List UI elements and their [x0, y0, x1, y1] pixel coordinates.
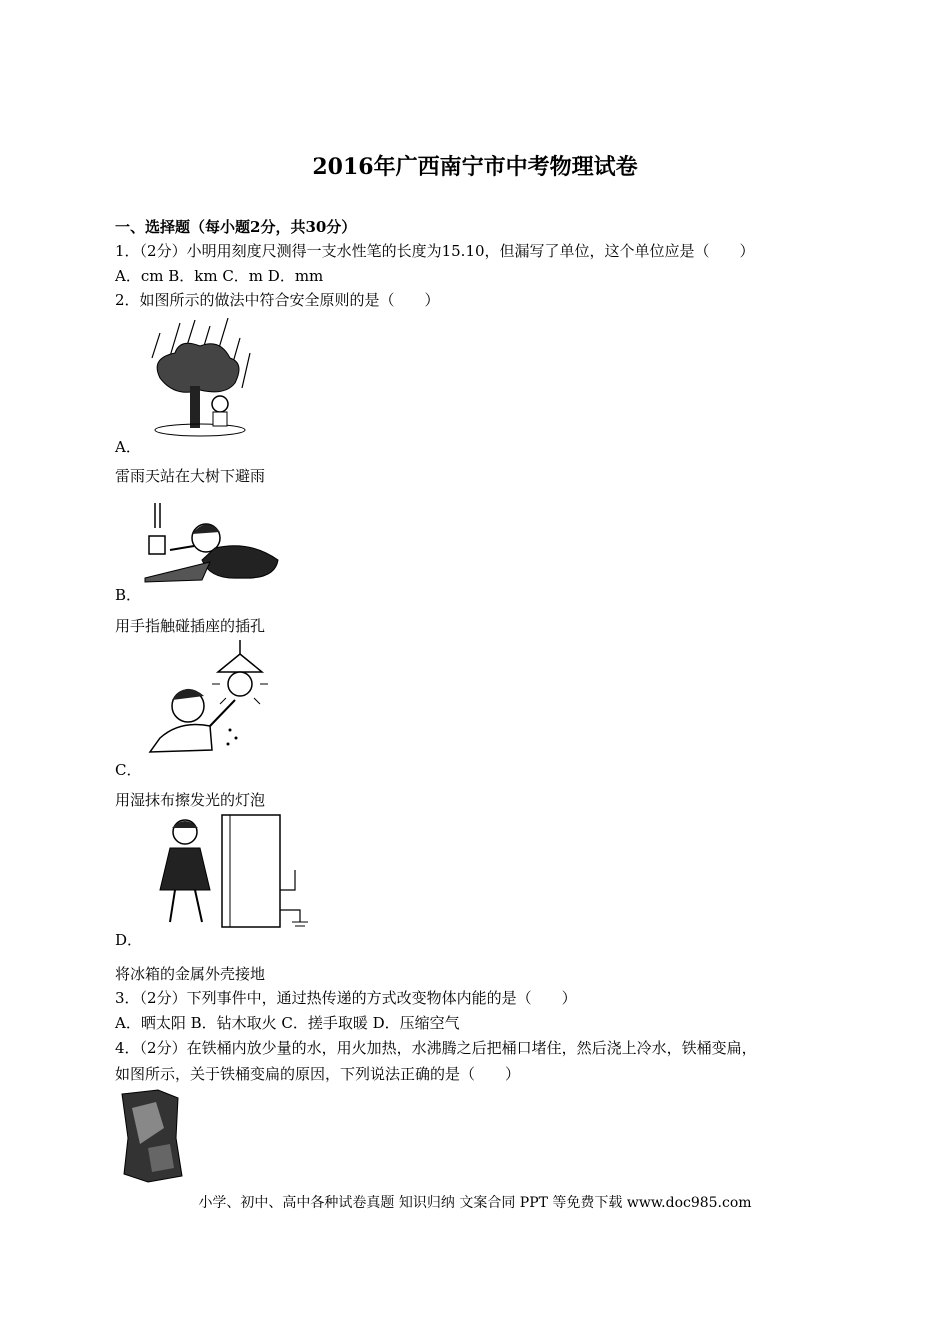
q2-option-b-label: B． [115, 586, 142, 604]
page-footer: 小学、初中、高中各种试卷真题 知识归纳 文案合同 PPT 等免费下载 www.doc985.com [198, 1195, 752, 1211]
q2-option-a-text: 雷雨天站在大树下避雨 [115, 467, 266, 485]
q2-stem: 2．如图所示的做法中符合安全原则的是（ ） [115, 291, 440, 309]
q2-option-d-label: D． [115, 931, 143, 949]
q4-stem-line1: 4．（2分）在铁桶内放少量的水，用火加热，水沸腾之后把桶口堵住，然后浇上冷水，铁桶变扁， [115, 1039, 757, 1057]
fridge-ground-illustration [140, 810, 316, 934]
q3-options: A．晒太阳 B．钻木取火 C．搓手取暖 D．压缩空气 [115, 1014, 460, 1032]
q2-option-c-label: C． [115, 761, 142, 779]
crushed-bucket-image [118, 1088, 184, 1184]
q3-stem: 3．（2分）下列事件中，通过热传递的方式改变物体内能的是（ ） [115, 989, 577, 1007]
wet-cloth-bulb-illustration [140, 638, 275, 760]
q2-option-c-text: 用湿抹布擦发光的灯泡 [115, 791, 266, 809]
q2-option-a-label: A． [115, 438, 141, 456]
q2-option-b-text: 用手指触碰插座的插孔 [115, 617, 266, 635]
q2-option-d-text: 将冰箱的金属外壳接地 [115, 965, 266, 983]
tree-rain-illustration [140, 318, 260, 440]
q4-stem-line2: 如图所示，关于铁桶变扁的原因，下列说法正确的是（ ） [115, 1065, 521, 1083]
child-socket-illustration [140, 498, 282, 584]
q1-stem: 1．（2分）小明用刻度尺测得一支水性笔的长度为15.10，但漏写了单位，这个单位应是（ ） [115, 242, 755, 260]
q1-options: A．cm B．km C．m D．mm [115, 267, 324, 285]
section-heading: 一、选择题（每小题2分，共30分） [115, 218, 357, 236]
page-title: 2016年广西南宁市中考物理试卷 [312, 154, 638, 180]
